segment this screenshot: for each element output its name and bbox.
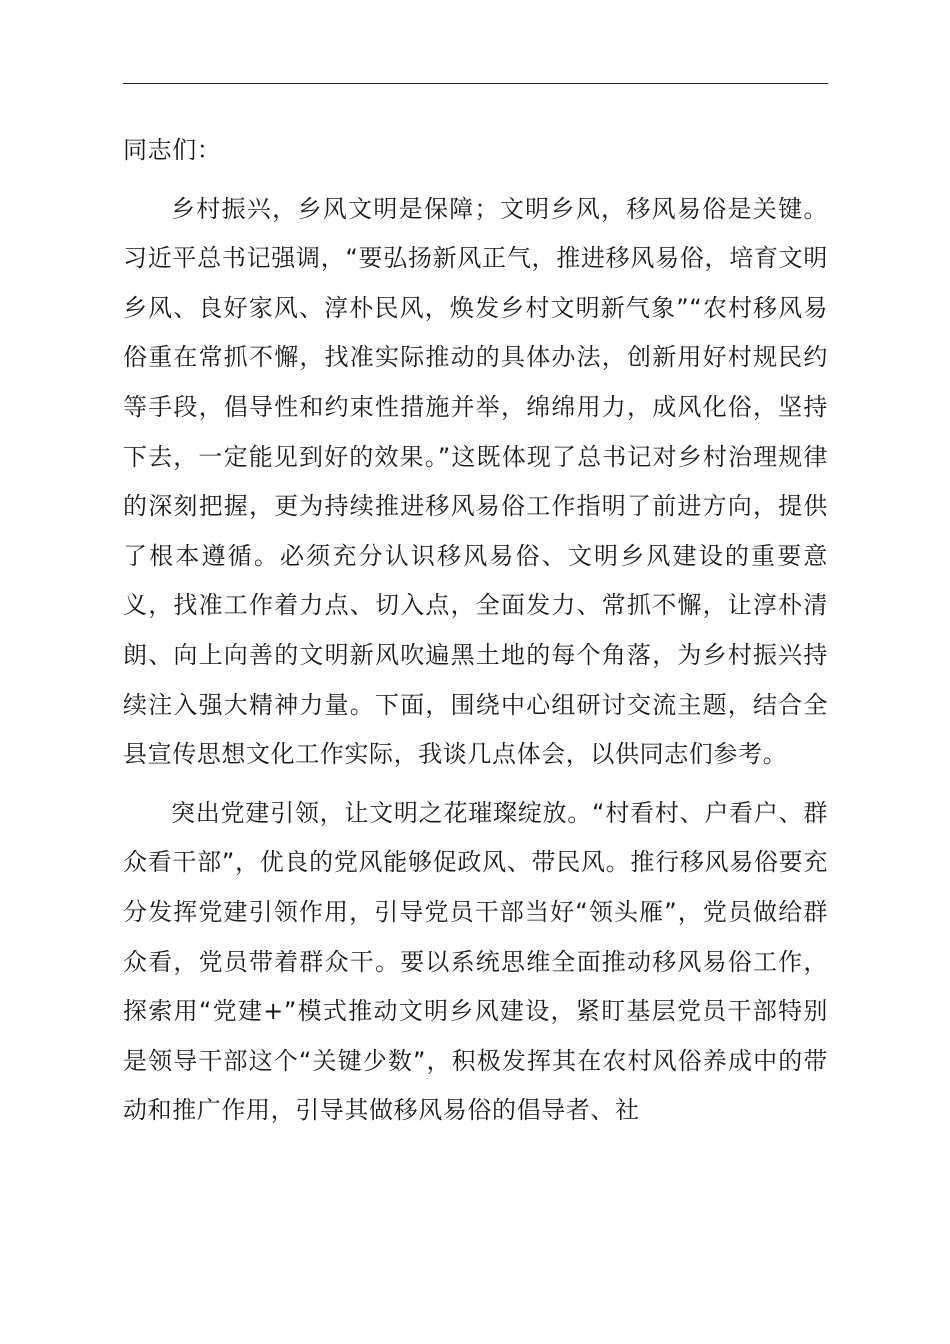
paragraph-party-building: 突出党建引领，让文明之花璀璨绽放。“村看村、户看户、群众看干部”，优良的党风能够促政风、带民风。推行移风易俗要充分发挥党建引领作用，引导党员干部当好“领头雁”，党员做给群众看，党员带着群众干。要以系统思维全面推动移风易俗工作，探索用“党建+”模式推动文明乡风建设，紧盯基层党员干部特别是领导干部这个“关键少数”，积极发挥其在农村风俗养成中的带动和推广作用，引导其做移风易俗的倡导者、社 (123, 798, 828, 1125)
salutation: 同志们： (123, 136, 222, 164)
header-rule (123, 83, 828, 84)
paragraph-intro: 乡村振兴，乡风文明是保障；文明乡风，移风易俗是关键。习近平总书记强调，“要弘扬新风正气，推进移风易俗，培育文明乡风、良好家风、淳朴民风，焕发乡村文明新气象”“农村移风易俗重在常抓不懈，找准实际推动的具体办法，创新用好村规民约等手段，倡导性和约束性措施并举，绵绵用力，成风化俗，坚持下去，一定能见到好的效果。”这既体现了总书记对乡村治理规律的深刻把握，更为持续推进移风易俗工作指明了前进方向，提供了根本遵循。必须充分认识移风易俗、文明乡风建设的重要意义，找准工作着力点、切入点，全面发力、常抓不懈，让淳朴清朗、向上向善的文明新风吹遍黑土地的每个角落，为乡村振兴持续注入强大精神力量。下面，围绕中心组研讨交流主题，结合全县宣传思想文化工作实际，我谈几点体会，以供同志们参考。 (123, 194, 828, 769)
document-body (123, 126, 828, 1145)
